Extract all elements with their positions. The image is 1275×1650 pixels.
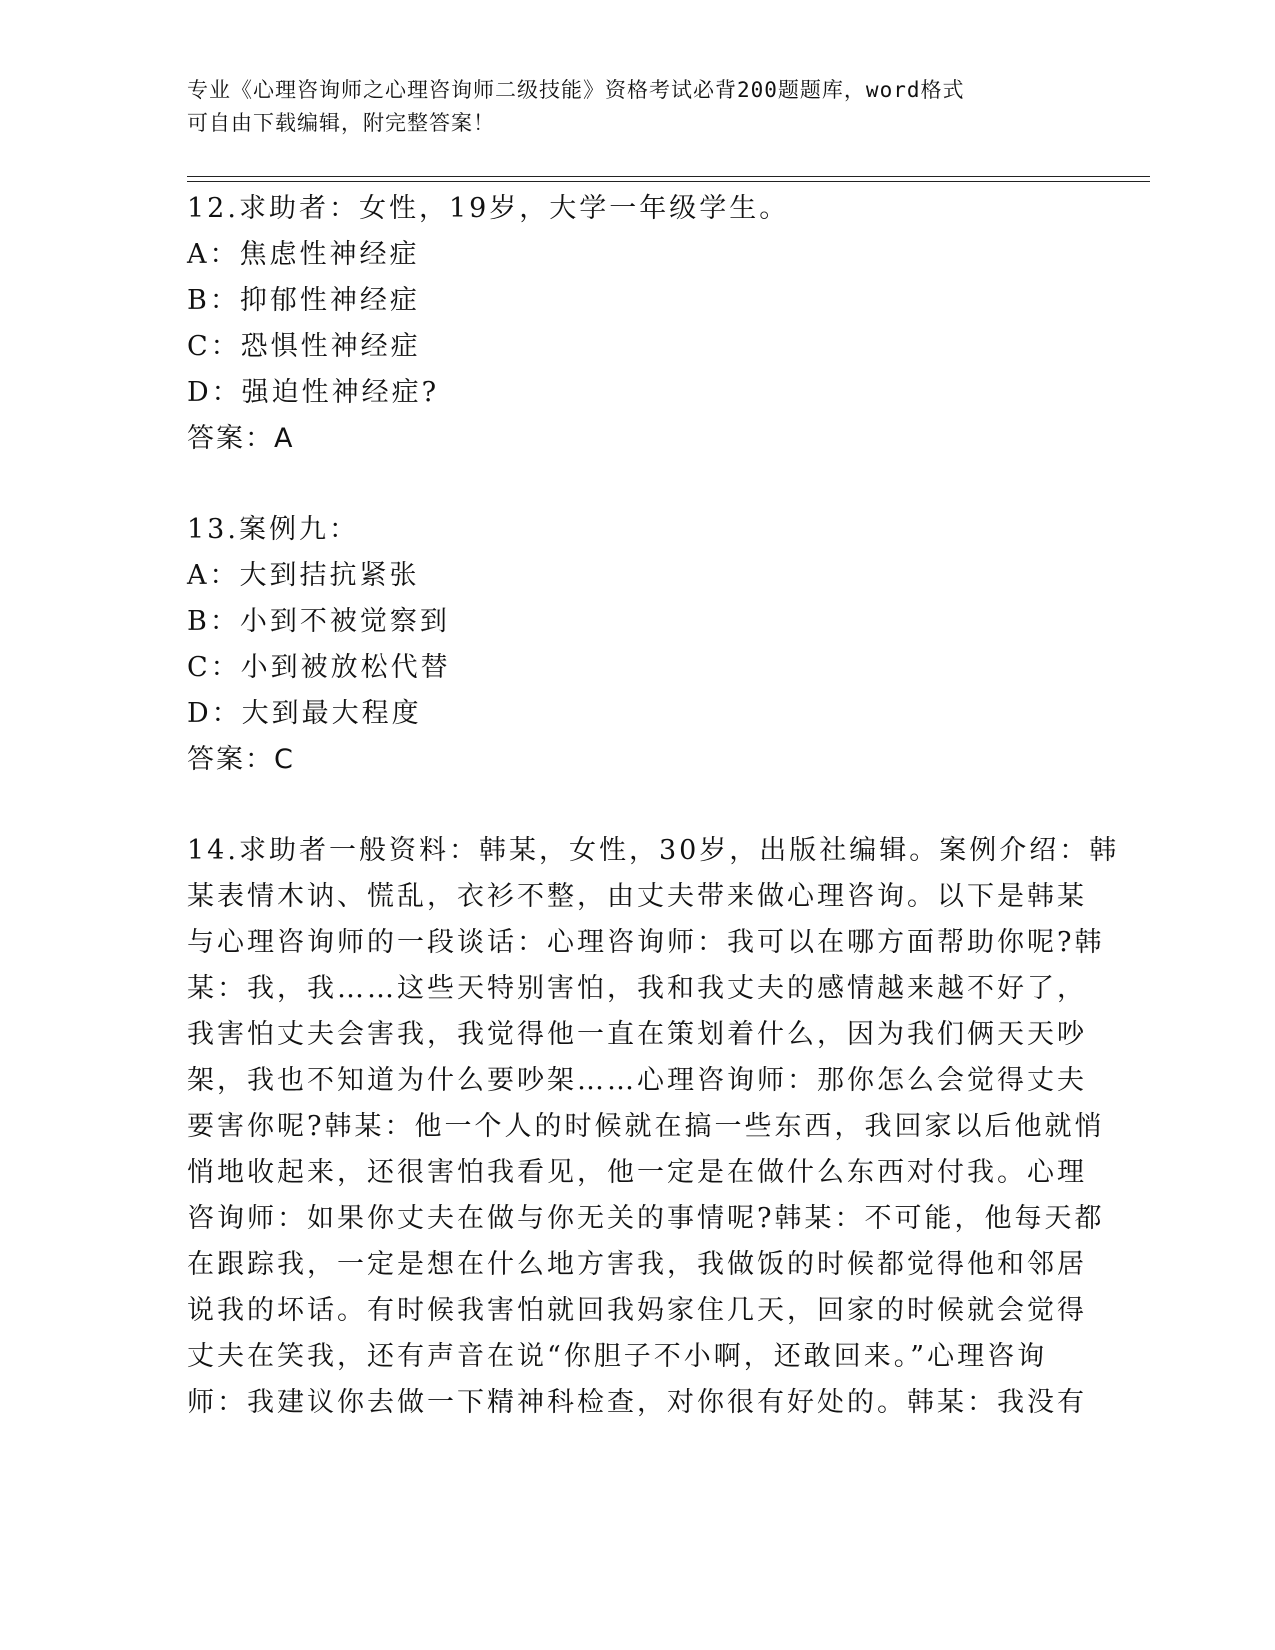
question-stem: 13.案例九： xyxy=(187,514,359,545)
answer-label: 答案：C xyxy=(187,744,295,775)
option-c: C：小到被放松代替 xyxy=(187,652,451,683)
question-14-line: 悄地收起来，还很害怕我看见，他一定是在做什么东西对付我。心理 xyxy=(187,1157,1087,1188)
answer-label: 答案：A xyxy=(187,423,295,454)
question-13 xyxy=(187,507,1087,783)
header-divider-bottom xyxy=(187,181,1150,182)
question-14-line: 咨询师：如果你丈夫在做与你无关的事情呢?韩某：不可能，他每天都 xyxy=(187,1203,1105,1234)
header-line-2: 可自由下载编辑，附完整答案！ xyxy=(187,111,495,135)
option-a: A：焦虑性神经症 xyxy=(187,239,420,270)
option-d: D：大到最大程度 xyxy=(187,698,422,729)
question-spacer xyxy=(187,783,1087,828)
question-14-line: 架，我也不知道为什么要吵架……心理咨询师：那你怎么会觉得丈夫 xyxy=(187,1065,1087,1096)
question-14-line: 某表情木讷、慌乱，衣衫不整，由丈夫带来做心理咨询。以下是韩某 xyxy=(187,881,1087,912)
question-14-line: 在跟踪我，一定是想在什么地方害我，我做饭的时候都觉得他和邻居 xyxy=(187,1249,1087,1280)
header-divider-top xyxy=(187,176,1150,177)
question-14-line: 某：我，我……这些天特别害怕，我和我丈夫的感情越来越不好了， xyxy=(187,973,1087,1004)
question-14-line: 我害怕丈夫会害我，我觉得他一直在策划着什么，因为我们俩天天吵 xyxy=(187,1019,1087,1050)
question-spacer xyxy=(187,462,1087,507)
question-14-line: 14.求助者一般资料：韩某，女性，30岁，出版社编辑。案例介绍：韩 xyxy=(187,835,1120,866)
document-header xyxy=(187,74,1067,140)
question-14-line: 师：我建议你去做一下精神科检查，对你很有好处的。韩某：我没有 xyxy=(187,1387,1087,1418)
question-14-line: 说我的坏话。有时候我害怕就回我妈家住几天，回家的时候就会觉得 xyxy=(187,1295,1087,1326)
question-list xyxy=(187,186,1120,1426)
question-12 xyxy=(187,186,1087,462)
question-14-line: 要害你呢?韩某：他一个人的时候就在搞一些东西，我回家以后他就悄 xyxy=(187,1111,1105,1142)
question-14-line: 丈夫在笑我，还有声音在说“你胆子不小啊，还敢回来。”心理咨询 xyxy=(187,1341,1048,1372)
option-c: C：恐惧性神经症 xyxy=(187,331,421,362)
question-14-line: 与心理咨询师的一段谈话：心理咨询师：我可以在哪方面帮助你呢?韩 xyxy=(187,927,1105,958)
question-stem: 12.求助者：女性，19岁，大学一年级学生。 xyxy=(187,193,790,224)
option-d: D：强迫性神经症? xyxy=(187,377,440,408)
option-b: B：小到不被觉察到 xyxy=(187,606,450,637)
option-a: A：大到拮抗紧张 xyxy=(187,560,420,591)
header-line-1: 专业《心理咨询师之心理咨询师二级技能》资格考试必背200题题库，word格式 xyxy=(187,78,965,102)
option-b: B：抑郁性神经症 xyxy=(187,285,420,316)
question-14 xyxy=(187,828,1120,1426)
